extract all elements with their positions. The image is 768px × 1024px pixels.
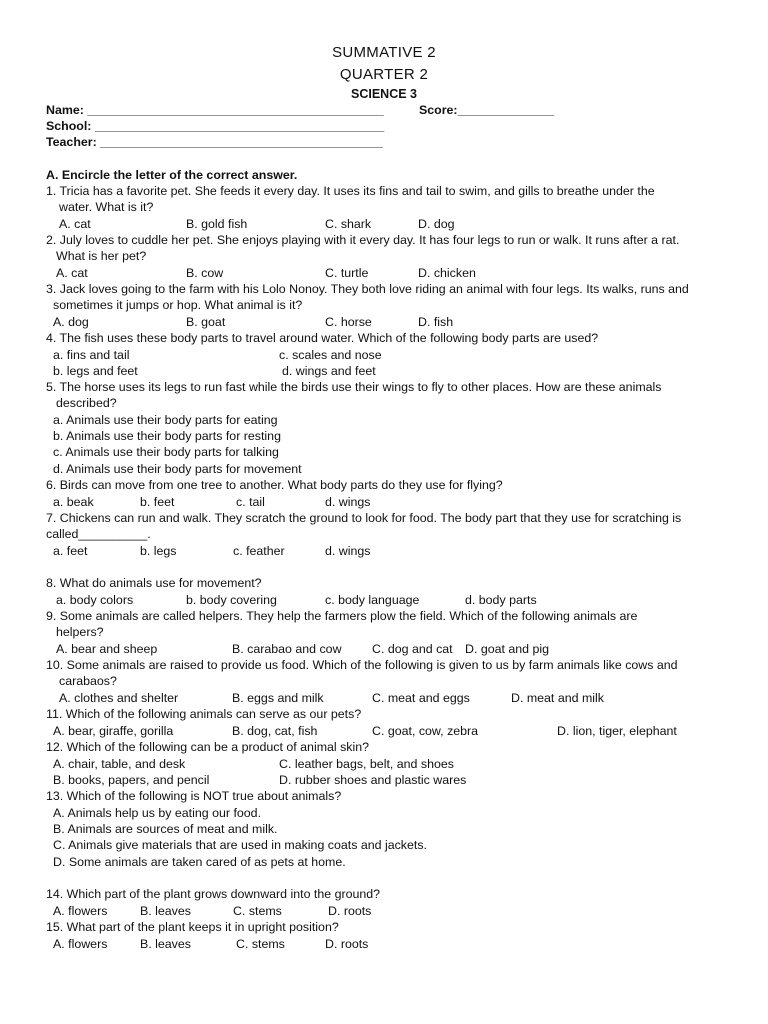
answer-option: B. eggs and milk (232, 691, 324, 705)
question-text: 7. Chickens can run and walk. They scratch the ground to look for food. The body part that they use for scratching is (46, 511, 682, 525)
question-text: 10. Some animals are raised to provide us food. Which of the following is given to us by farm animals like cows and (46, 658, 678, 672)
answer-option: d. body parts (465, 593, 537, 607)
answer-option: c. tail (236, 495, 265, 509)
answer-option: d. Animals use their body parts for movement (53, 462, 302, 476)
answer-option: B. carabao and cow (232, 642, 342, 656)
question-text: described? (56, 396, 117, 410)
answer-option: A. bear, giraffe, gorilla (53, 724, 174, 738)
question-text: water. What is it? (59, 200, 154, 214)
question-text: carabaos? (59, 674, 117, 688)
answer-option: A. chair, table, and desk (53, 757, 186, 771)
answer-option: b. legs and feet (53, 364, 138, 378)
question-text: 4. The fish uses these body parts to travel around water. Which of the following body parts are used? (46, 331, 599, 345)
answer-option: c. scales and nose (279, 348, 382, 362)
answer-option: C. Animals give materials that are used in making coats and jackets. (53, 838, 427, 852)
answer-option: B. cow (186, 266, 224, 280)
answer-option: B. books, papers, and pencil (53, 773, 210, 787)
answer-option: B. leaves (140, 904, 191, 918)
answer-option: a. fins and tail (53, 348, 130, 362)
answer-option: D. lion, tiger, elephant (557, 724, 677, 738)
answer-option: a. Animals use their body parts for eating (53, 413, 278, 427)
answer-option: C. dog and cat (372, 642, 453, 656)
score-field: Score:______________ (419, 103, 555, 117)
answer-option: a. beak (53, 495, 94, 509)
answer-option: D. dog (418, 217, 455, 231)
answer-option: D. fish (418, 315, 454, 329)
question-text: 12. Which of the following can be a product of animal skin? (46, 740, 370, 754)
answer-option: D. Some animals are taken cared of as pets at home. (53, 855, 346, 869)
school-field: School: __________________________________________ (46, 119, 385, 133)
answer-option: b. body covering (186, 593, 277, 607)
question-text: What is her pet? (56, 249, 147, 263)
answer-option: D. chicken (418, 266, 476, 280)
name-field: Name: ___________________________________________ (46, 103, 384, 117)
answer-option: b. Animals use their body parts for resting (53, 429, 281, 443)
page-title: SUMMATIVE 2 (332, 44, 436, 61)
question-text: 5. The horse uses its legs to run fast while the birds use their wings to fly to other places. How are these animals (46, 380, 662, 394)
answer-option: B. goat (186, 315, 226, 329)
answer-option: A. Animals help us by eating our food. (53, 806, 262, 820)
answer-option: c. Animals use their body parts for talking (53, 445, 279, 459)
answer-option: A. bear and sheep (56, 642, 158, 656)
answer-option: C. goat, cow, zebra (372, 724, 479, 738)
answer-option: c. body language (325, 593, 420, 607)
answer-option: d. wings (325, 495, 371, 509)
answer-option: D. roots (325, 937, 369, 951)
answer-option: C. meat and eggs (372, 691, 470, 705)
answer-option: A. dog (53, 315, 89, 329)
subject-title: SCIENCE 3 (351, 87, 417, 101)
answer-option: D. roots (328, 904, 372, 918)
answer-option: d. wings (325, 544, 371, 558)
answer-option: C. shark (325, 217, 372, 231)
answer-option: C. turtle (325, 266, 369, 280)
question-text: called__________. (46, 527, 151, 541)
answer-option: C. horse (325, 315, 372, 329)
answer-option: D. rubber shoes and plastic wares (279, 773, 467, 787)
answer-option: B. gold fish (186, 217, 248, 231)
quarter-title: QUARTER 2 (339, 66, 429, 83)
answer-option: A. flowers (53, 937, 108, 951)
answer-option: A. clothes and shelter (59, 691, 179, 705)
instruction: A. Encircle the letter of the correct answer. (46, 168, 298, 182)
question-text: 6. Birds can move from one tree to another. What body parts do they use for flying? (46, 478, 503, 492)
question-text: 9. Some animals are called helpers. They help the farmers plow the field. Which of the following animals are (46, 609, 638, 623)
answer-option: D. meat and milk (511, 691, 604, 705)
answer-option: c. feather (233, 544, 285, 558)
answer-option: b. legs (140, 544, 177, 558)
answer-option: B. dog, cat, fish (232, 724, 318, 738)
question-text: 1. Tricia has a favorite pet. She feeds it every day. It uses its fins and tail to swim, and gills to breathe under the (46, 184, 655, 198)
answer-option: a. body colors (56, 593, 134, 607)
answer-option: C. stems (233, 904, 282, 918)
question-text: 3. Jack loves going to the farm with his Lolo Nonoy. They both love riding an animal with four legs. Its walks, runs and (46, 282, 689, 296)
question-text: helpers? (56, 625, 104, 639)
answer-option: B. Animals are sources of meat and milk. (53, 822, 278, 836)
answer-option: a. feet (53, 544, 88, 558)
answer-option: A. flowers (53, 904, 108, 918)
answer-option: A. cat (59, 217, 91, 231)
question-text: 15. What part of the plant keeps it in upright position? (46, 920, 339, 934)
question-text: 14. Which part of the plant grows downward into the ground? (46, 887, 381, 901)
teacher-field: Teacher: _________________________________________ (46, 135, 383, 149)
question-text: 11. Which of the following animals can serve as our pets? (46, 707, 362, 721)
question-text: 8. What do animals use for movement? (46, 576, 262, 590)
question-text: sometimes it jumps or hop. What animal is it? (53, 298, 303, 312)
answer-option: D. goat and pig (465, 642, 550, 656)
answer-option: C. stems (236, 937, 285, 951)
answer-option: d. wings and feet (282, 364, 376, 378)
question-text: 2. July loves to cuddle her pet. She enjoys playing with it every day. It has four legs to run or walk. It runs after a rat. (46, 233, 680, 247)
answer-option: b. feet (140, 495, 175, 509)
question-text: 13. Which of the following is NOT true about animals? (46, 789, 342, 803)
answer-option: B. leaves (140, 937, 191, 951)
answer-option: C. leather bags, belt, and shoes (279, 757, 454, 771)
answer-option: A. cat (56, 266, 88, 280)
